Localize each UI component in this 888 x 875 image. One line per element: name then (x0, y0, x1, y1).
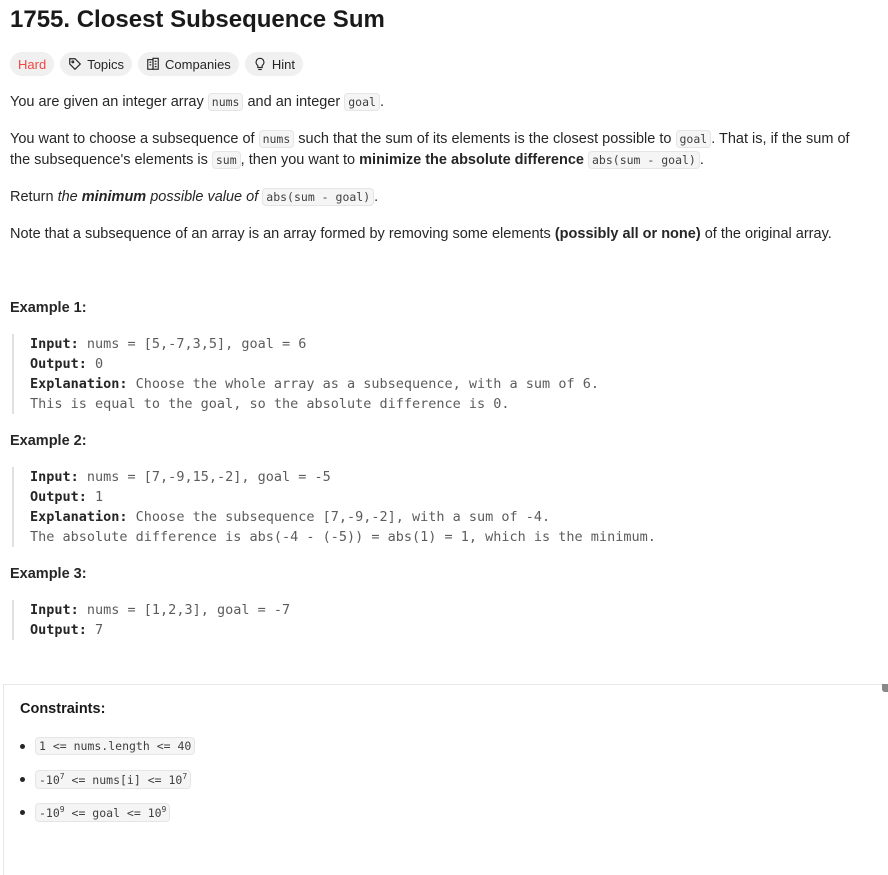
output-value: 1 (86, 489, 104, 505)
constraint-code: 1 <= nums.length <= 40 (35, 737, 195, 755)
code-part: -10 (39, 772, 60, 787)
italic-text: the (57, 189, 82, 205)
bullet-icon (20, 810, 25, 815)
input-label: Input: (30, 602, 79, 618)
example-2-title: Example 2: (10, 433, 87, 449)
code-part: -10 (39, 805, 60, 820)
text: such that the sum of its elements is the closest possible to (294, 131, 676, 147)
input-value: nums = [1,2,3], goal = -7 (78, 602, 291, 618)
constraint-item (20, 770, 191, 789)
output-value: 7 (86, 622, 104, 638)
inline-code: sum (212, 151, 241, 169)
input-value: nums = [5,-7,3,5], goal = 6 (78, 336, 307, 352)
inline-code: abs(sum - goal) (588, 151, 700, 169)
italic-text: possible value of (146, 189, 263, 205)
output-value: 0 (86, 356, 104, 372)
exponent: 7 (59, 772, 65, 781)
paragraph-1 (10, 92, 870, 113)
exponent: 9 (161, 805, 167, 814)
explanation-text: This is equal to the goal, so the absolute difference is 0. (30, 396, 510, 412)
explanation-label: Explanation: (30, 376, 128, 392)
explanation-label: Explanation: (30, 509, 128, 525)
paragraph-3 (10, 187, 870, 208)
code-part: <= nums[i] <= 10 (64, 772, 183, 787)
bold-text: minimize the absolute difference (359, 152, 584, 168)
example-2-block (12, 467, 656, 547)
constraint-item (20, 803, 170, 822)
input-value: nums = [7,-9,15,-2], goal = -5 (78, 469, 331, 485)
example-1-title: Example 1: (10, 300, 87, 316)
constraint-code (35, 770, 191, 789)
topics-label: Topics (87, 56, 125, 72)
exponent: 9 (59, 805, 65, 814)
bold-text: (possibly all or none) (554, 226, 701, 242)
code-part: <= goal <= 10 (64, 805, 162, 820)
inline-code: nums (208, 93, 244, 111)
constraints-panel (3, 684, 884, 875)
bullet-icon (20, 777, 25, 782)
text: , then you want to (240, 152, 360, 168)
input-label: Input: (30, 469, 79, 485)
building-icon (146, 57, 160, 71)
constraint-code (35, 803, 170, 822)
paragraph-2 (10, 129, 870, 171)
input-label: Input: (30, 336, 79, 352)
difficulty-badge: Hard (10, 52, 54, 76)
constraints-title: Constraints: (20, 701, 106, 717)
text: and an integer (243, 94, 345, 110)
explanation-text: Choose the subsequence [7,-9,-2], with a sum of -4. (127, 509, 551, 525)
text: Return (10, 189, 58, 205)
companies-label: Companies (165, 56, 231, 72)
text: . (374, 189, 379, 205)
hint-label: Hint (271, 56, 295, 72)
text: Note that a subsequence of an array is an array formed by removing some elements (10, 226, 555, 242)
explanation-text: The absolute difference is abs(-4 - (-5)) = abs(1) = 1, which is the minimum. (30, 529, 656, 545)
exponent: 7 (182, 772, 188, 781)
companies-button[interactable] (138, 52, 239, 76)
example-3-title: Example 3: (10, 566, 87, 582)
text: You are given an integer array (10, 94, 208, 110)
tag-row (10, 52, 303, 76)
text: of the original array. (700, 226, 832, 242)
text: You want to choose a subsequence of (10, 131, 259, 147)
explanation-text: Choose the whole array as a subsequence, with a sum of 6. (127, 376, 599, 392)
paragraph-4 (10, 224, 870, 245)
text: . (699, 152, 704, 168)
hint-button[interactable] (245, 52, 303, 76)
inline-code: nums (259, 130, 295, 148)
topics-button[interactable] (60, 52, 132, 76)
inline-code: abs(sum - goal) (262, 188, 374, 206)
example-1-block (12, 334, 599, 414)
constraint-item (20, 737, 195, 755)
bold-italic-text: minimum (81, 189, 147, 205)
example-3-block (12, 600, 290, 640)
lightbulb-icon (253, 57, 267, 71)
text: . (379, 94, 384, 110)
problem-title[interactable]: 1755. Closest Subsequence Sum (10, 6, 385, 33)
output-label: Output: (30, 356, 87, 372)
text: . That is, if the sum of the subsequence's elements is (10, 131, 850, 168)
inline-code: goal (676, 130, 712, 148)
output-label: Output: (30, 622, 87, 638)
inline-code: goal (344, 93, 380, 111)
scrollbar-thumb[interactable] (882, 684, 888, 692)
output-label: Output: (30, 489, 87, 505)
tag-icon (68, 57, 82, 71)
bullet-icon (20, 744, 25, 749)
